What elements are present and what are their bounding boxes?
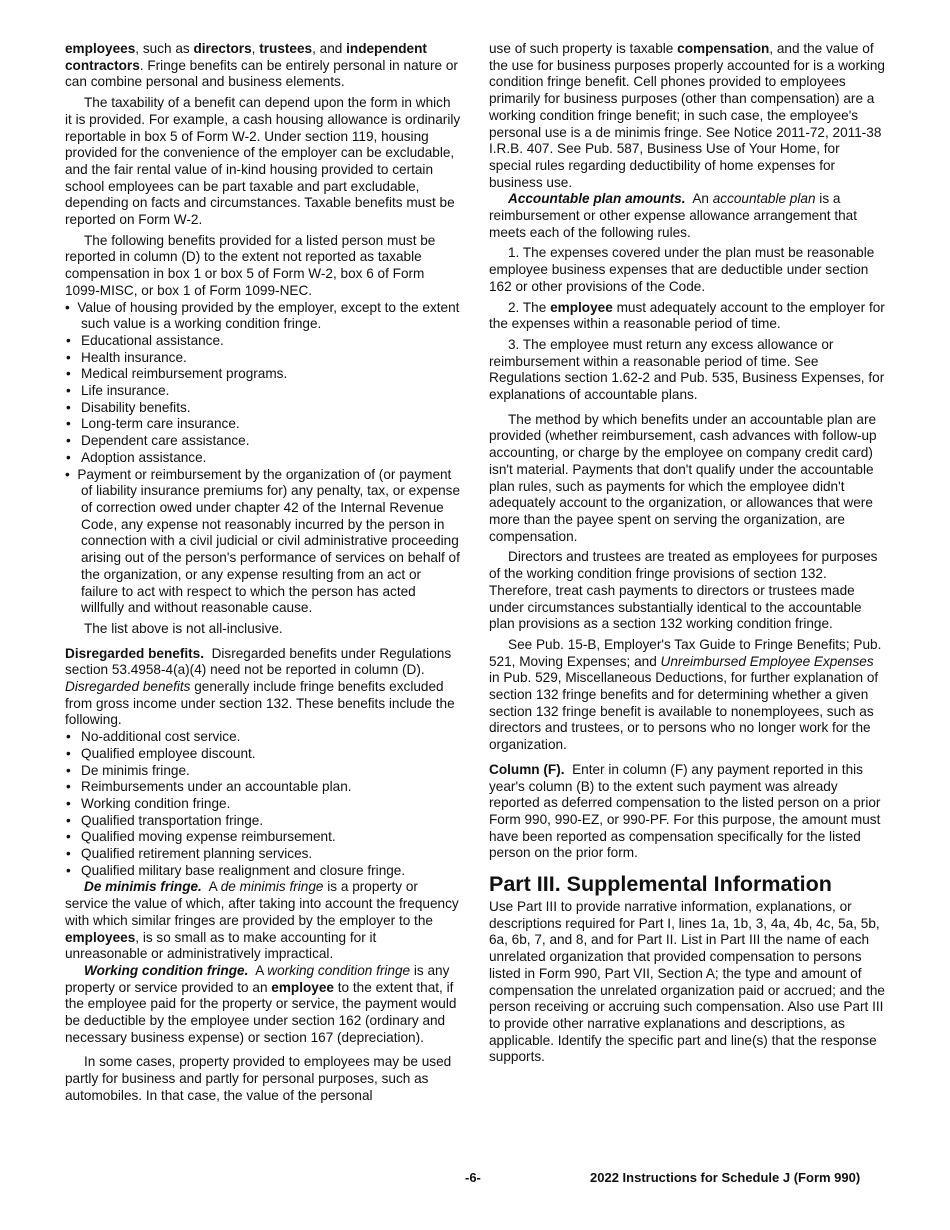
disregarded-heading: Disregarded benefits. — [65, 645, 204, 661]
intro-paragraph: employees, such as directors, trustees, and independent contractors. Fringe benefits can be entirely personal in nature or can combine personal and business elements. — [65, 41, 458, 90]
page-number: -6- — [465, 1170, 481, 1185]
list-item: • Qualified retirement planning services. — [65, 846, 461, 863]
disregarded-paragraph: Disregarded benefits. Disregarded benefits under Regulations section 53.4958-4(a)(4) need not be reported in column (D). Disregarded benefits generally include fringe benefits excluded from gross income under section 132. These benefits include the following. — [65, 645, 455, 728]
method-paragraph: The method by which benefits under an accountable plan are provided (whether reimbursement, cash advances with follow-up accounting, or charge by the employee on company credit card) isn't material. Payments that don't qualify under the accountable plan rules, such as payments for which the employee didn't adequately account to the organization, or allowances that were more than the payee spent on serving the organization, are compensation. — [489, 411, 877, 544]
rule-3: 3. The employee must return any excess allowance or reimbursement within a reasonable period of time. See Regulations section 1.62-2 and Pub. 535, Business Expenses, for explanations of accountable plans. — [489, 336, 885, 403]
list-item: • De minimis fringe. — [65, 763, 461, 780]
accountable-plan-paragraph: Accountable plan amounts. An accountable plan is a reimbursement or other expense allowance arrangement that meets each of the following rules. — [489, 191, 857, 240]
list-item: • Working condition fringe. — [65, 796, 461, 813]
list-item: • Qualified military base realignment and closure fringe. — [65, 863, 461, 880]
list-item: • Qualified employee discount. — [65, 746, 461, 763]
disregarded-benefits-list — [65, 729, 461, 879]
directors-paragraph: Directors and trustees are treated as employees for purposes of the working condition fringe provisions of section 132. Therefore, treat cash payments to directors or trustees made under circumstances substantially identical to the accountable plan provisions as a section 132 working condition fringe. — [489, 549, 878, 632]
some-cases-paragraph: In some cases, property provided to employees may be used partly for business and partly for personal purposes, such as automobiles. In that case, the value of the personal — [65, 1054, 452, 1103]
list-item: • Life insurance. — [65, 383, 461, 400]
list-item: • Health insurance. — [65, 350, 461, 367]
footer-title: 2022 Instructions for Schedule J (Form 990) — [590, 1170, 861, 1185]
taxability-paragraph: The taxability of a benefit can depend upon the form in which it is provided. For example, a cash housing allowance is ordinarily reportable in box 5 of Form W-2. Under section 119, housing provided for the convenience of the employer can be excludable, and the fair rental value of in-kind housing provided to certain school employees can be part taxable and part excludable, depending on facts and circumstances. Taxable benefits must be reported on Form W-2. — [65, 95, 461, 228]
list-item: • Disability benefits. — [65, 400, 461, 417]
list-item: • Qualified transportation fringe. — [65, 813, 461, 830]
list-item: • Adoption assistance. — [65, 450, 461, 467]
de-minimis-paragraph: De minimis fringe. A de minimis fringe is a property or service the value of which, after taking into account the frequency with which similar fringes are provided by the employer to the employees, is so small as to make accounting for it unreasonable or administratively impractical. — [65, 879, 459, 962]
list-item: • Value of housing provided by the employer, except to the extent such value is a working condition fringe. — [65, 300, 461, 333]
working-condition-paragraph: Working condition fringe. A working condition fringe is any property or service provided to an employee to the extent that, if the employee paid for the property or service, the payment would be deductible by the employee under section 162 (ordinary and necessary business expense) or section 167 (depreciation). — [65, 962, 457, 1045]
column-f-heading: Column (F). — [489, 761, 565, 777]
following-paragraph: The following benefits provided for a listed person must be reported in column (D) to the extent not reported as taxable compensation in box 1 or box 5 of Form W-2, box 6 of Form 1099-MISC, or box 1 of Form 1099-NEC. — [65, 232, 436, 298]
reportable-benefits-list — [65, 300, 461, 617]
list-item: • No-additional cost service. — [65, 729, 461, 746]
column-f-paragraph: Column (F). Enter in column (F) any payment reported in this year's column (B) to the extent such payment was already reported as deferred compensation to the listed person on a prior Form 990, 990-EZ, or 990-PF. For this purpose, the amount must have been reported as compensation specifically for the listed person on the prior form. — [489, 761, 881, 861]
list-item: • Qualified moving expense reimbursement. — [65, 829, 461, 846]
list-item: • Medical reimbursement programs. — [65, 366, 461, 383]
list-item: • Long-term care insurance. — [65, 416, 461, 433]
rule-1: 1. The expenses covered under the plan must be reasonable employee business expenses that are deductible under section 162 or other provisions of the Code. — [489, 245, 875, 294]
de-minimis-heading: De minimis fringe. — [84, 879, 202, 895]
list-item: • Dependent care assistance. — [65, 433, 461, 450]
see-pub-paragraph: See Pub. 15-B, Employer's Tax Guide to Fringe Benefits; Pub. 521, Moving Expenses; and Unreimbursed Employee Expenses in Pub. 529, Miscellaneous Deductions, for further explanation of section 132 fringe benefits and for determining whether a given section 132 fringe benefit is available to nonemployees, such as directors and trustees, or to persons who no longer work for the organization. — [489, 636, 882, 753]
list-item: • Educational assistance. — [65, 333, 461, 350]
working-condition-heading: Working condition fringe. — [84, 962, 249, 978]
left-column — [65, 41, 461, 1105]
continuation-paragraph: use of such property is taxable compensation, and the value of the use for business purposes properly accounted for is a working condition fringe benefit. Cell phones provided to employees primarily for business purposes (other than compensation) are a working condition fringe benefit; in such case, the employee's personal use is a de minimis fringe. See Notice 2011-72, 2011-38 I.R.B. 407. See Pub. 587, Business Use of Your Home, for special rules regarding deductibility of home expenses for business use. — [489, 41, 885, 190]
part-iii-paragraph: Use Part III to provide narrative information, explanations, or descriptions required for Part I, lines 1a, 1b, 3, 4a, 4b, 4c, 5a, 5b, 6a, 6b, 7, and 8, and for Part II. List in Part III the name of each unrelated organization that provided compensation to persons listed in Form 990, Part VII, Section A; the type and amount of compensation the unrelated organization paid or accrued; and the person receiving or accruing such compensation. Also use Part III to provide other narrative explanations and descriptions, as applicable. Identify the specific part and line(s) that the response supports. — [489, 899, 885, 1065]
right-column — [489, 41, 885, 1066]
list-item: • Reimbursements under an accountable plan. — [65, 779, 461, 796]
list-item: • Payment or reimbursement by the organization of (or payment of liability insurance premiums for) any penalty, tax, or expense of correction owed under chapter 42 of the Internal Revenue Code, any expense not reasonably incurred by the person in connection with a civil judicial or civil administrative proceeding arising out of the person's performance of services on behalf of the organization, or any expense resulting from an act or failure to act with respect to which the person has acted willfully and without reasonable cause. — [65, 467, 461, 617]
part-iii-heading: Part III. Supplemental Information — [489, 872, 832, 897]
rule-2: 2. The employee must adequately account to the employer for the expenses within a reasonable period of time. — [489, 299, 885, 332]
list-note: The list above is not all-inclusive. — [84, 620, 283, 636]
accountable-plan-heading: Accountable plan amounts. — [508, 191, 686, 207]
